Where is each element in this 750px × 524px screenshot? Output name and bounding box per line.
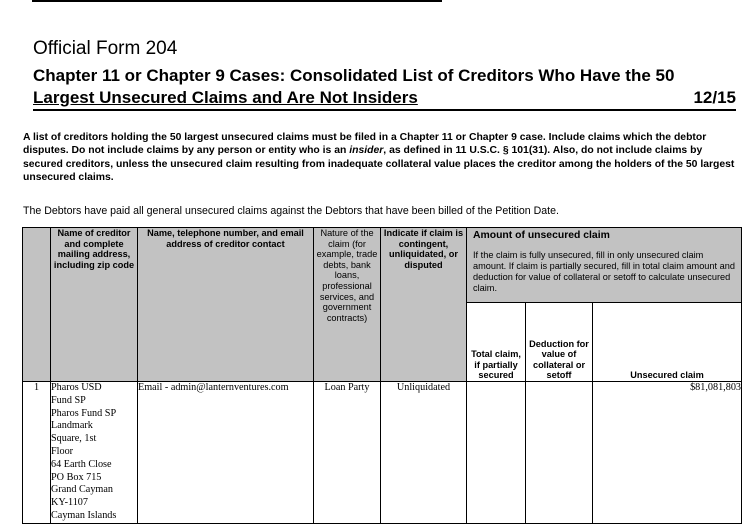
instructions-paragraph bbox=[23, 131, 743, 185]
creditor-header: Name of creditor and complete mailing address, including zip code bbox=[51, 228, 138, 382]
heading-line-2 bbox=[33, 87, 736, 111]
form-version: 12/15 bbox=[693, 88, 736, 107]
creditor-address-line: Landmark bbox=[51, 420, 93, 432]
creditor-address-line: Grand Cayman bbox=[51, 484, 113, 496]
creditor-address-line: Pharos USD bbox=[51, 382, 102, 393]
creditor-address-line: PO Box 715 bbox=[51, 471, 102, 483]
total-claim-header: Total claim, if partially secured bbox=[467, 303, 526, 382]
creditor-address-line: Pharos Fund SP bbox=[51, 407, 117, 419]
heading-line-1: Chapter 11 or Chapter 9 Cases: Consolidated List of Creditors Who Have the 50 bbox=[33, 66, 675, 85]
instructions-emphasis: insider bbox=[349, 145, 384, 157]
creditor-address-line: Cayman Islands bbox=[51, 509, 117, 521]
indicate-header: Indicate if claim is contingent, unliquidated, or disputed bbox=[381, 228, 467, 382]
amount-header bbox=[467, 228, 742, 303]
claim-indicator: Unliquidated bbox=[381, 382, 467, 524]
deduction-value bbox=[526, 382, 593, 524]
table-row bbox=[23, 382, 742, 524]
total-claim-value bbox=[467, 382, 526, 524]
row-number-header bbox=[23, 228, 51, 382]
creditor-address-line: Fund SP bbox=[51, 394, 86, 406]
amount-header-title: Amount of unsecured claim bbox=[473, 230, 610, 241]
debtors-statement: The Debtors have paid all general unsecured claims against the Debtors that have been billed of the Petition Date. bbox=[23, 205, 559, 217]
creditor-address-line: Floor bbox=[51, 445, 74, 457]
table-header-row bbox=[23, 228, 742, 303]
unsecured-claim-header: Unsecured claim bbox=[593, 303, 742, 382]
creditor-address-line: Square, 1st bbox=[51, 433, 97, 445]
row-number: 1 bbox=[23, 382, 51, 524]
top-rule bbox=[32, 0, 442, 2]
heading-subtitle: Largest Unsecured Claims and Are Not Insiders bbox=[33, 88, 418, 107]
amount-header-description: If the claim is fully unsecured, fill in only unsecured claim amount. If claim is partially secured, fill in total claim amount and deduction for value of collateral or setoff to calculate unsecured claim. bbox=[473, 250, 735, 293]
form-title: Official Form 204 bbox=[33, 38, 178, 59]
instructions-text-1: A list of creditors holding the 50 largest unsecured claims must be filed in a Chapter 11 or Chapter 9 case. Include claims which the debtor disputes. Do not include claims by any person or entity who is an bbox=[23, 132, 707, 157]
form-heading bbox=[33, 65, 736, 111]
contact-header: Name, telephone number, and email address of creditor contact bbox=[138, 228, 314, 382]
claim-nature: Loan Party bbox=[314, 382, 381, 524]
instructions-text-2: , as defined in 11 U.S.C. § 101(31). Also, do not include claims by secured creditors, unless the unsecured claim resulting from inadequate collateral value places the creditor among the holders of the 50 largest unsecured claims. bbox=[23, 145, 735, 184]
creditor-address-line: 64 Earth Close bbox=[51, 458, 112, 470]
creditor-name-address bbox=[51, 382, 138, 524]
unsecured-claim-value: $81,081,803 bbox=[593, 382, 742, 524]
creditors-table bbox=[22, 227, 742, 524]
creditor-contact: Email - admin@lanternventures.com bbox=[138, 382, 314, 524]
deduction-header: Deduction for value of collateral or setoff bbox=[526, 303, 593, 382]
creditor-address-line: KY-1107 bbox=[51, 497, 88, 509]
nature-header: Nature of the claim (for example, trade debts, bank loans, professional services, and government contracts) bbox=[314, 228, 381, 382]
